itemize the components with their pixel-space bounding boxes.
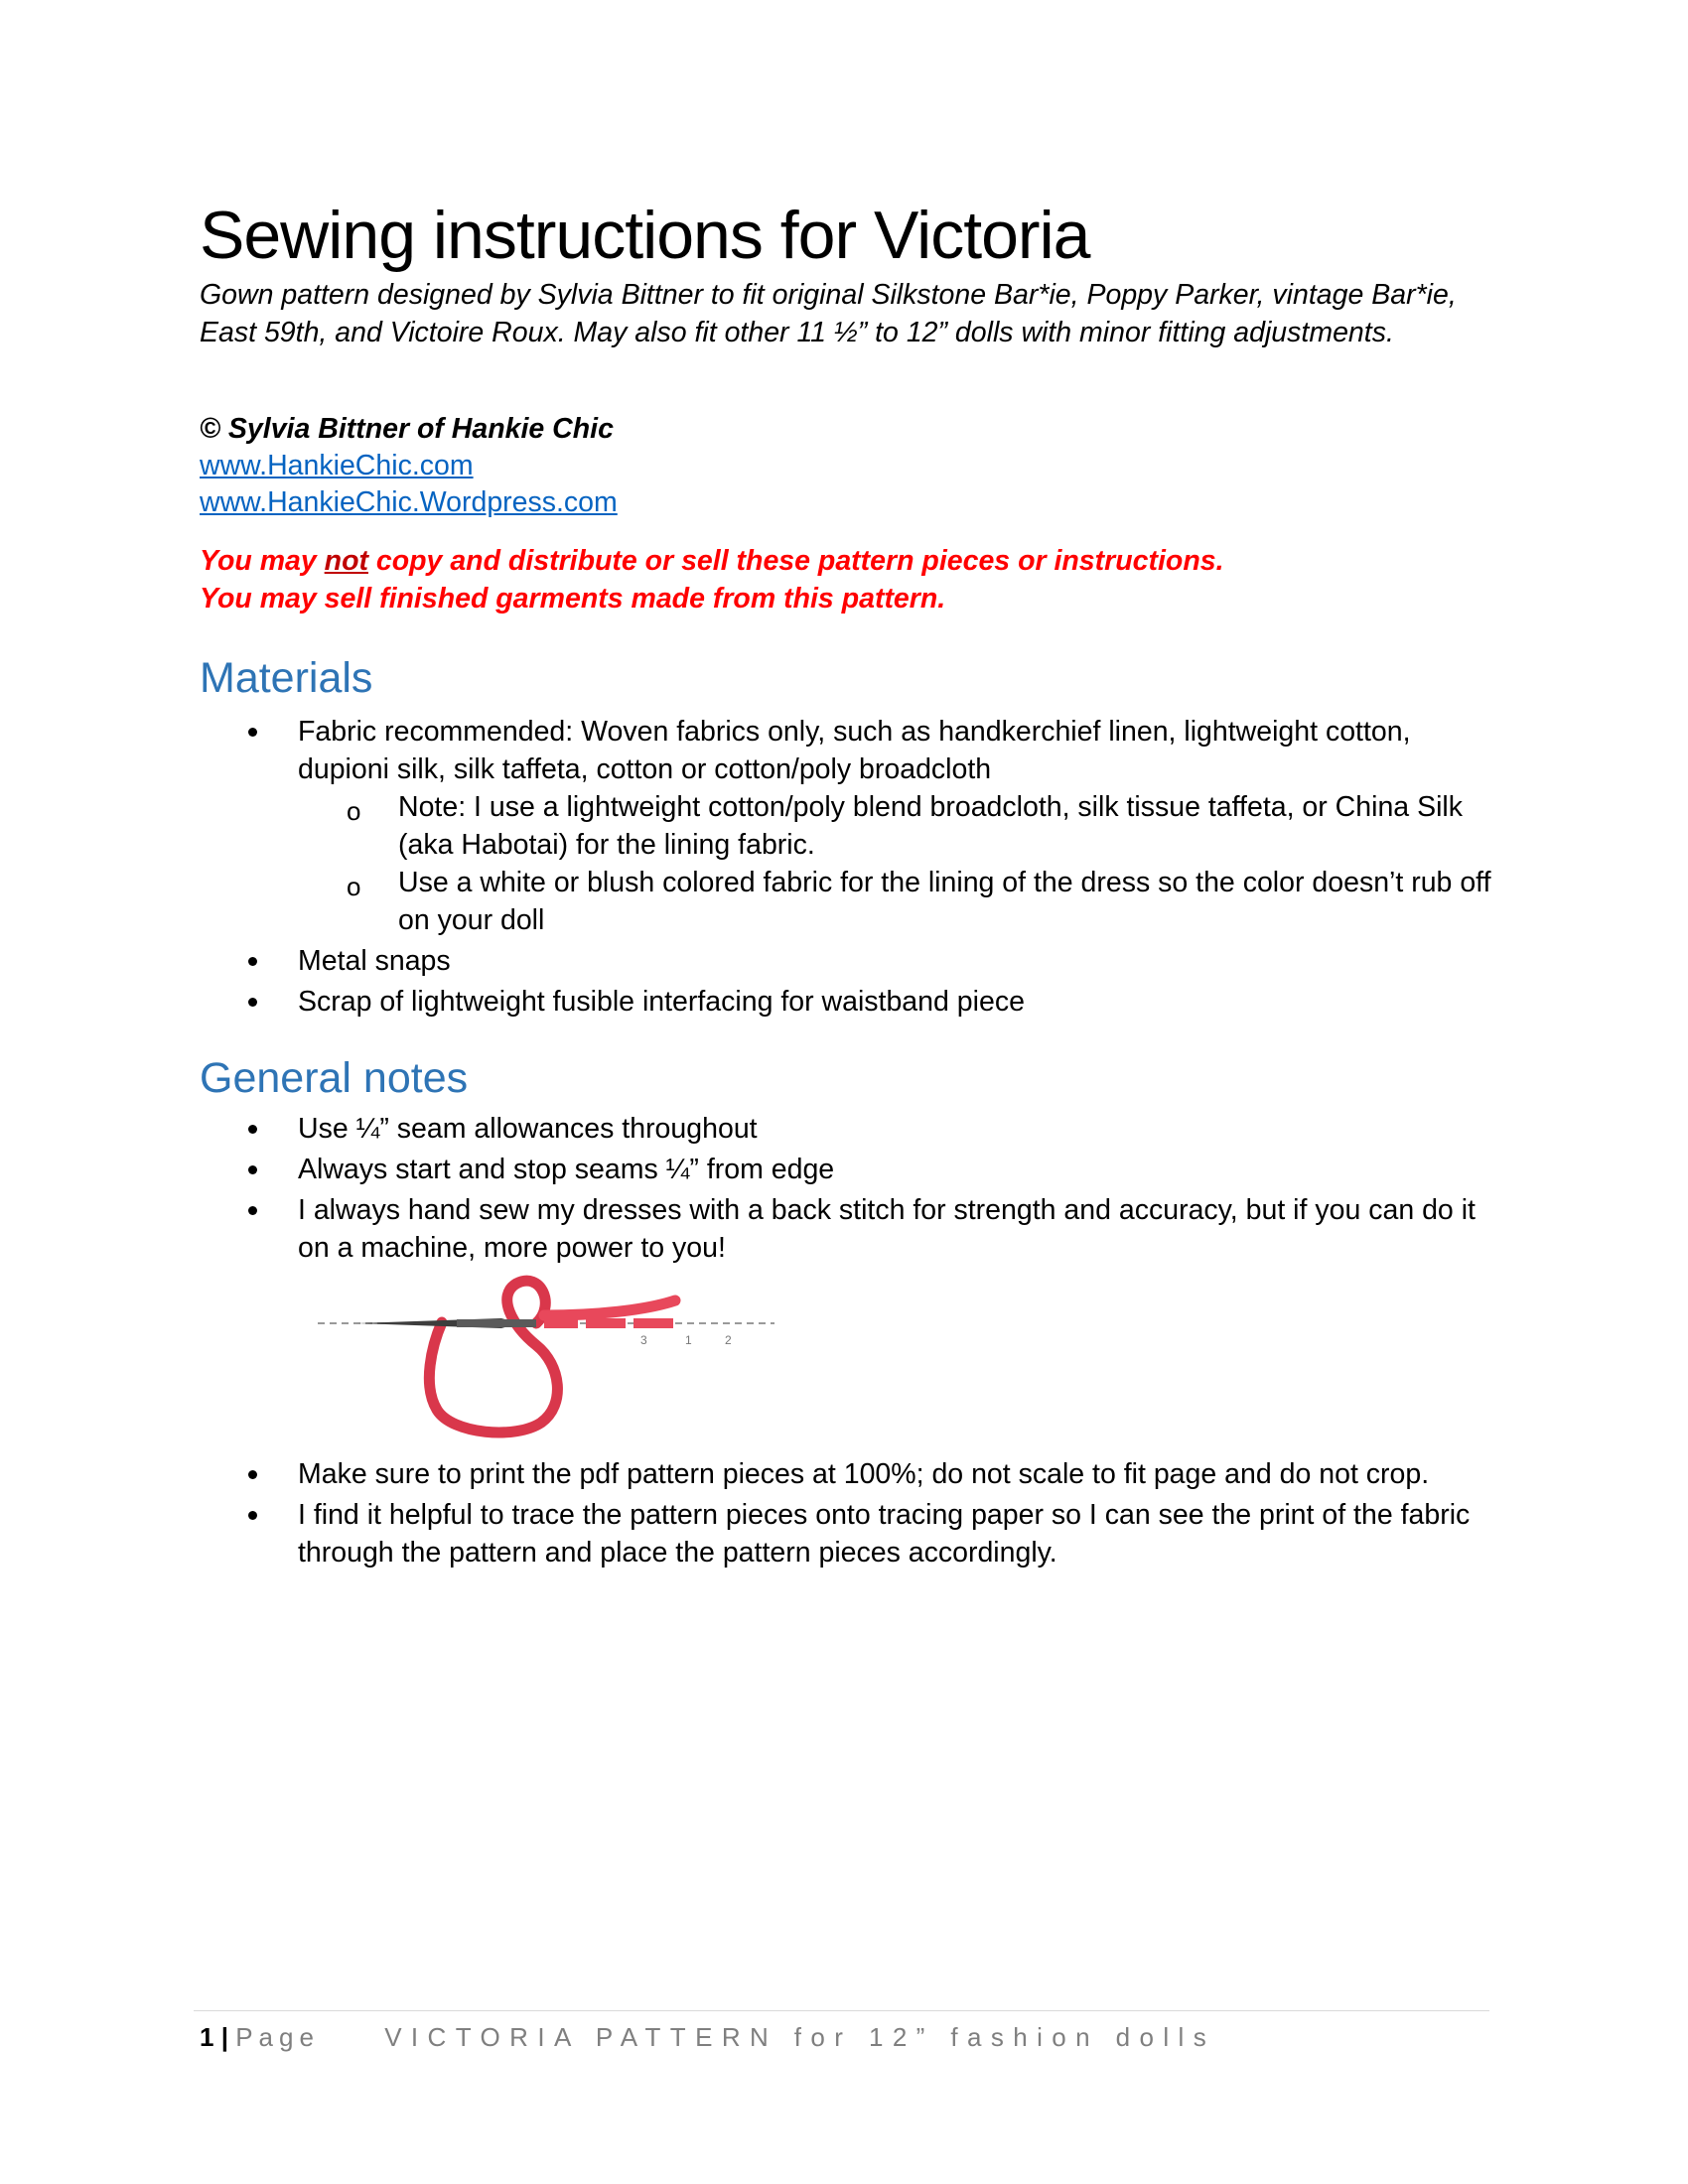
hollow-bullet-icon: o: [347, 796, 361, 826]
list-item: [0, 1191, 1499, 1267]
stitch-label-1: 1: [685, 1333, 692, 1347]
notice-line-2: You may sell finished garments made from this pattern.: [200, 583, 946, 614]
list-item-text: I find it helpful to trace the pattern pieces onto tracing paper so I can see the print of the fabric through the pattern and place the pattern pieces accordingly.: [298, 1499, 1471, 1569]
link-hankiechic[interactable]: www.HankieChic.com: [200, 450, 474, 481]
hollow-bullet-icon: o: [347, 872, 361, 901]
general-notes-heading: General notes: [200, 1054, 469, 1102]
bullet-icon: [248, 1165, 257, 1174]
list-item: [0, 788, 1500, 864]
materials-list: [0, 713, 1688, 1021]
list-item-text: Make sure to print the pdf pattern pieces at 100%; do not scale to fit page and do not crop.: [298, 1458, 1430, 1490]
bullet-icon: [248, 728, 257, 737]
page-footer: [200, 2018, 1215, 2056]
list-item-text: Fabric recommended: Woven fabrics only, such as handkerchief linen, lightweight cotton, dupioni silk, silk taffeta, cotton or cotton/poly broadcloth: [298, 716, 1411, 785]
footer-divider: [194, 2010, 1489, 2011]
list-item: [0, 713, 1499, 788]
stitch-label-2: 2: [725, 1333, 732, 1347]
footer-document-title: VICTORIA PATTERN for 12” fashion dolls: [384, 2022, 1216, 2052]
page-number: 1: [200, 2022, 214, 2052]
notice-line-1: [200, 542, 1224, 580]
link-hankiechic-wordpress[interactable]: www.HankieChic.Wordpress.com: [200, 486, 618, 518]
list-item: [0, 942, 1499, 980]
general-notes-list-continued: [0, 1455, 1688, 1571]
stitch-label-3: 3: [640, 1333, 647, 1347]
footer-separator: |: [220, 2022, 228, 2052]
list-item: [0, 1455, 1499, 1493]
page-label: Page: [235, 2022, 320, 2052]
notice-line-1-post: copy and distribute or sell these pattern pieces or instructions.: [367, 545, 1224, 577]
back-stitch-needle-icon: [298, 1266, 794, 1444]
notice-line-1-pre: You may: [200, 545, 325, 577]
list-item: [0, 1496, 1499, 1571]
list-item: [0, 1110, 1499, 1148]
list-item-text: Scrap of lightweight fusible interfacing for waistband piece: [298, 986, 1025, 1018]
subtitle: Gown pattern designed by Sylvia Bittner to fit original Silkstone Bar*ie, Poppy Parker, vintage Bar*ie, East 59th, and Victoire Roux. May also fit other 11 ½” to 12” dolls with minor fitting adjustments.: [200, 279, 1457, 348]
bullet-icon: [248, 1470, 257, 1479]
list-item-text: I always hand sew my dresses with a back stitch for strength and accuracy, but if you can do it on a machine, more power to you!: [298, 1194, 1476, 1264]
page-title: Sewing instructions for Victoria: [200, 198, 1090, 273]
list-item-text: Use a white or blush colored fabric for the lining of the dress so the color doesn’t rub off on your doll: [398, 867, 1491, 936]
list-item: [0, 1151, 1499, 1188]
list-item-text: Note: I use a lightweight cotton/poly blend broadcloth, silk tissue taffeta, or China Silk (aka Habotai) for the lining fabric.: [398, 791, 1463, 861]
notice-emphasis: not: [324, 545, 368, 577]
copyright-line: © Sylvia Bittner of Hankie Chic: [200, 413, 614, 445]
materials-heading: Materials: [200, 654, 373, 702]
list-item: [0, 864, 1500, 939]
list-item-text: Use ¼” seam allowances throughout: [298, 1113, 758, 1145]
bullet-icon: [248, 1125, 257, 1134]
list-item-text: Metal snaps: [298, 945, 451, 977]
bullet-icon: [248, 957, 257, 966]
list-item-text: Always start and stop seams ¼” from edge: [298, 1154, 835, 1185]
bullet-icon: [248, 998, 257, 1007]
general-notes-list: [0, 1110, 1688, 1267]
back-stitch-illustration: [298, 1266, 794, 1449]
bullet-icon: [248, 1206, 257, 1215]
list-item: [0, 983, 1499, 1021]
bullet-icon: [248, 1511, 257, 1520]
